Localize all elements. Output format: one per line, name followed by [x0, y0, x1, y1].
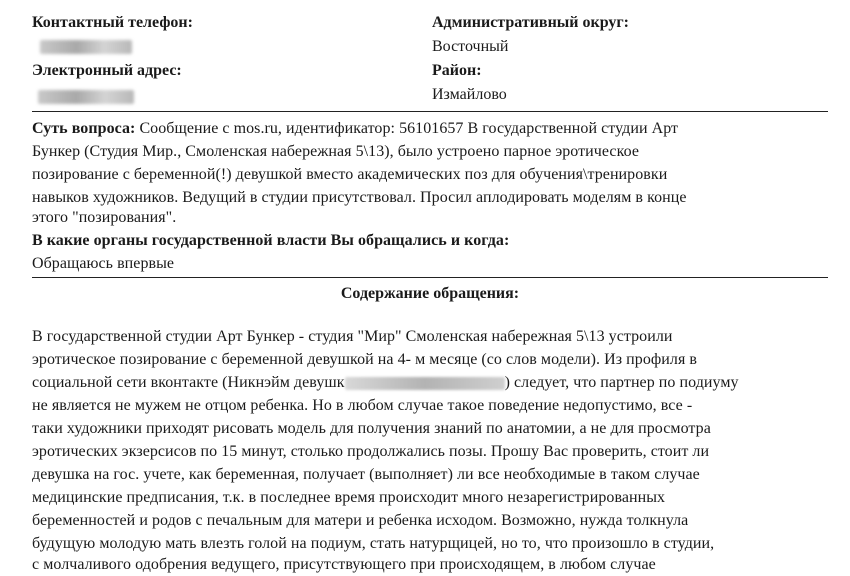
- content-line-3-start: социальной сети вконтакте (Никнэйм девушк: [32, 374, 345, 391]
- district-value: Восточный: [432, 38, 509, 55]
- phone-redacted: [40, 40, 132, 54]
- content-line-10: будущую молодую мать влезть голой на подиум, стать натурщицей, но то, что произошло в студии,: [32, 535, 715, 552]
- content-line-11: с молчаливого одобрения ведущего, присутствующего при происходящем, в любом случае: [32, 556, 656, 573]
- phone-label: Контактный телефон:: [32, 14, 193, 31]
- email-redacted: [38, 90, 134, 104]
- content-line-1: В государственной студии Арт Бункер - студия "Мир" Смоленская набережная 5\13 устроили: [32, 328, 673, 345]
- content-line-7: девушка на гос. учете, как беременная, получает (выполняет) ли все необходимые в таком случае: [32, 466, 700, 483]
- email-label: Электронный адрес:: [32, 62, 182, 79]
- nickname-redacted: [345, 377, 505, 390]
- question-line-3: позирование с беременной(!) девушкой вместо академических поз для обучения\тренировки: [32, 166, 668, 183]
- content-line-3: [32, 371, 739, 394]
- authorities-label: В какие органы государственной власти Вы обращались и когда:: [32, 232, 510, 249]
- divider-top: [32, 111, 828, 112]
- question-line-4: навыков художников. Ведущий в студии присутствовал. Просил аплодировать моделям в конце: [32, 189, 687, 206]
- content-line-2: эротическое позирование с беременной девушкой на 4- м месяце (со слов модели). Из профиля в: [32, 351, 698, 368]
- content-line-3-end: ) следует, что партнер по подиуму: [504, 374, 739, 391]
- district-label: Административный округ:: [432, 14, 629, 31]
- area-label: Район:: [432, 62, 482, 79]
- divider-bottom: [32, 277, 828, 278]
- content-title: Содержание обращения:: [340, 285, 520, 302]
- question-text-1: Сообщение с mos.ru, идентификатор: 56101657 В государственной студии Арт: [135, 120, 679, 137]
- question-label: Суть вопроса:: [32, 120, 136, 137]
- question-line-5: этого "позирования".: [32, 209, 177, 226]
- content-line-8: медицинские предписания, т.к. в последнее время происходит много незарегистрированных: [32, 489, 666, 506]
- area-value: Измайлово: [432, 86, 507, 103]
- question-line-1: [32, 117, 678, 140]
- content-line-4: не является не мужем не отцом ребенка. Но в любом случае такое поведение недопустимо, все -: [32, 397, 693, 414]
- authorities-value: Обращаюсь впервые: [32, 255, 175, 272]
- question-line-2: Бункер (Студия Мир., Смоленская набережная 5\13), было устроено парное эротическое: [32, 143, 639, 160]
- content-line-6: эротических экзерсисов по 15 минут, столько продолжались позы. Прошу Вас проверить, стоит ли: [32, 443, 710, 460]
- content-line-5: таки художники приходят рисовать модель для получения знаний по анатомии, а не для просмотра: [32, 420, 711, 437]
- content-line-9: беременностей и родов с печальным для матери и ребенка исходом. Возможно, нужда толкнула: [32, 512, 689, 529]
